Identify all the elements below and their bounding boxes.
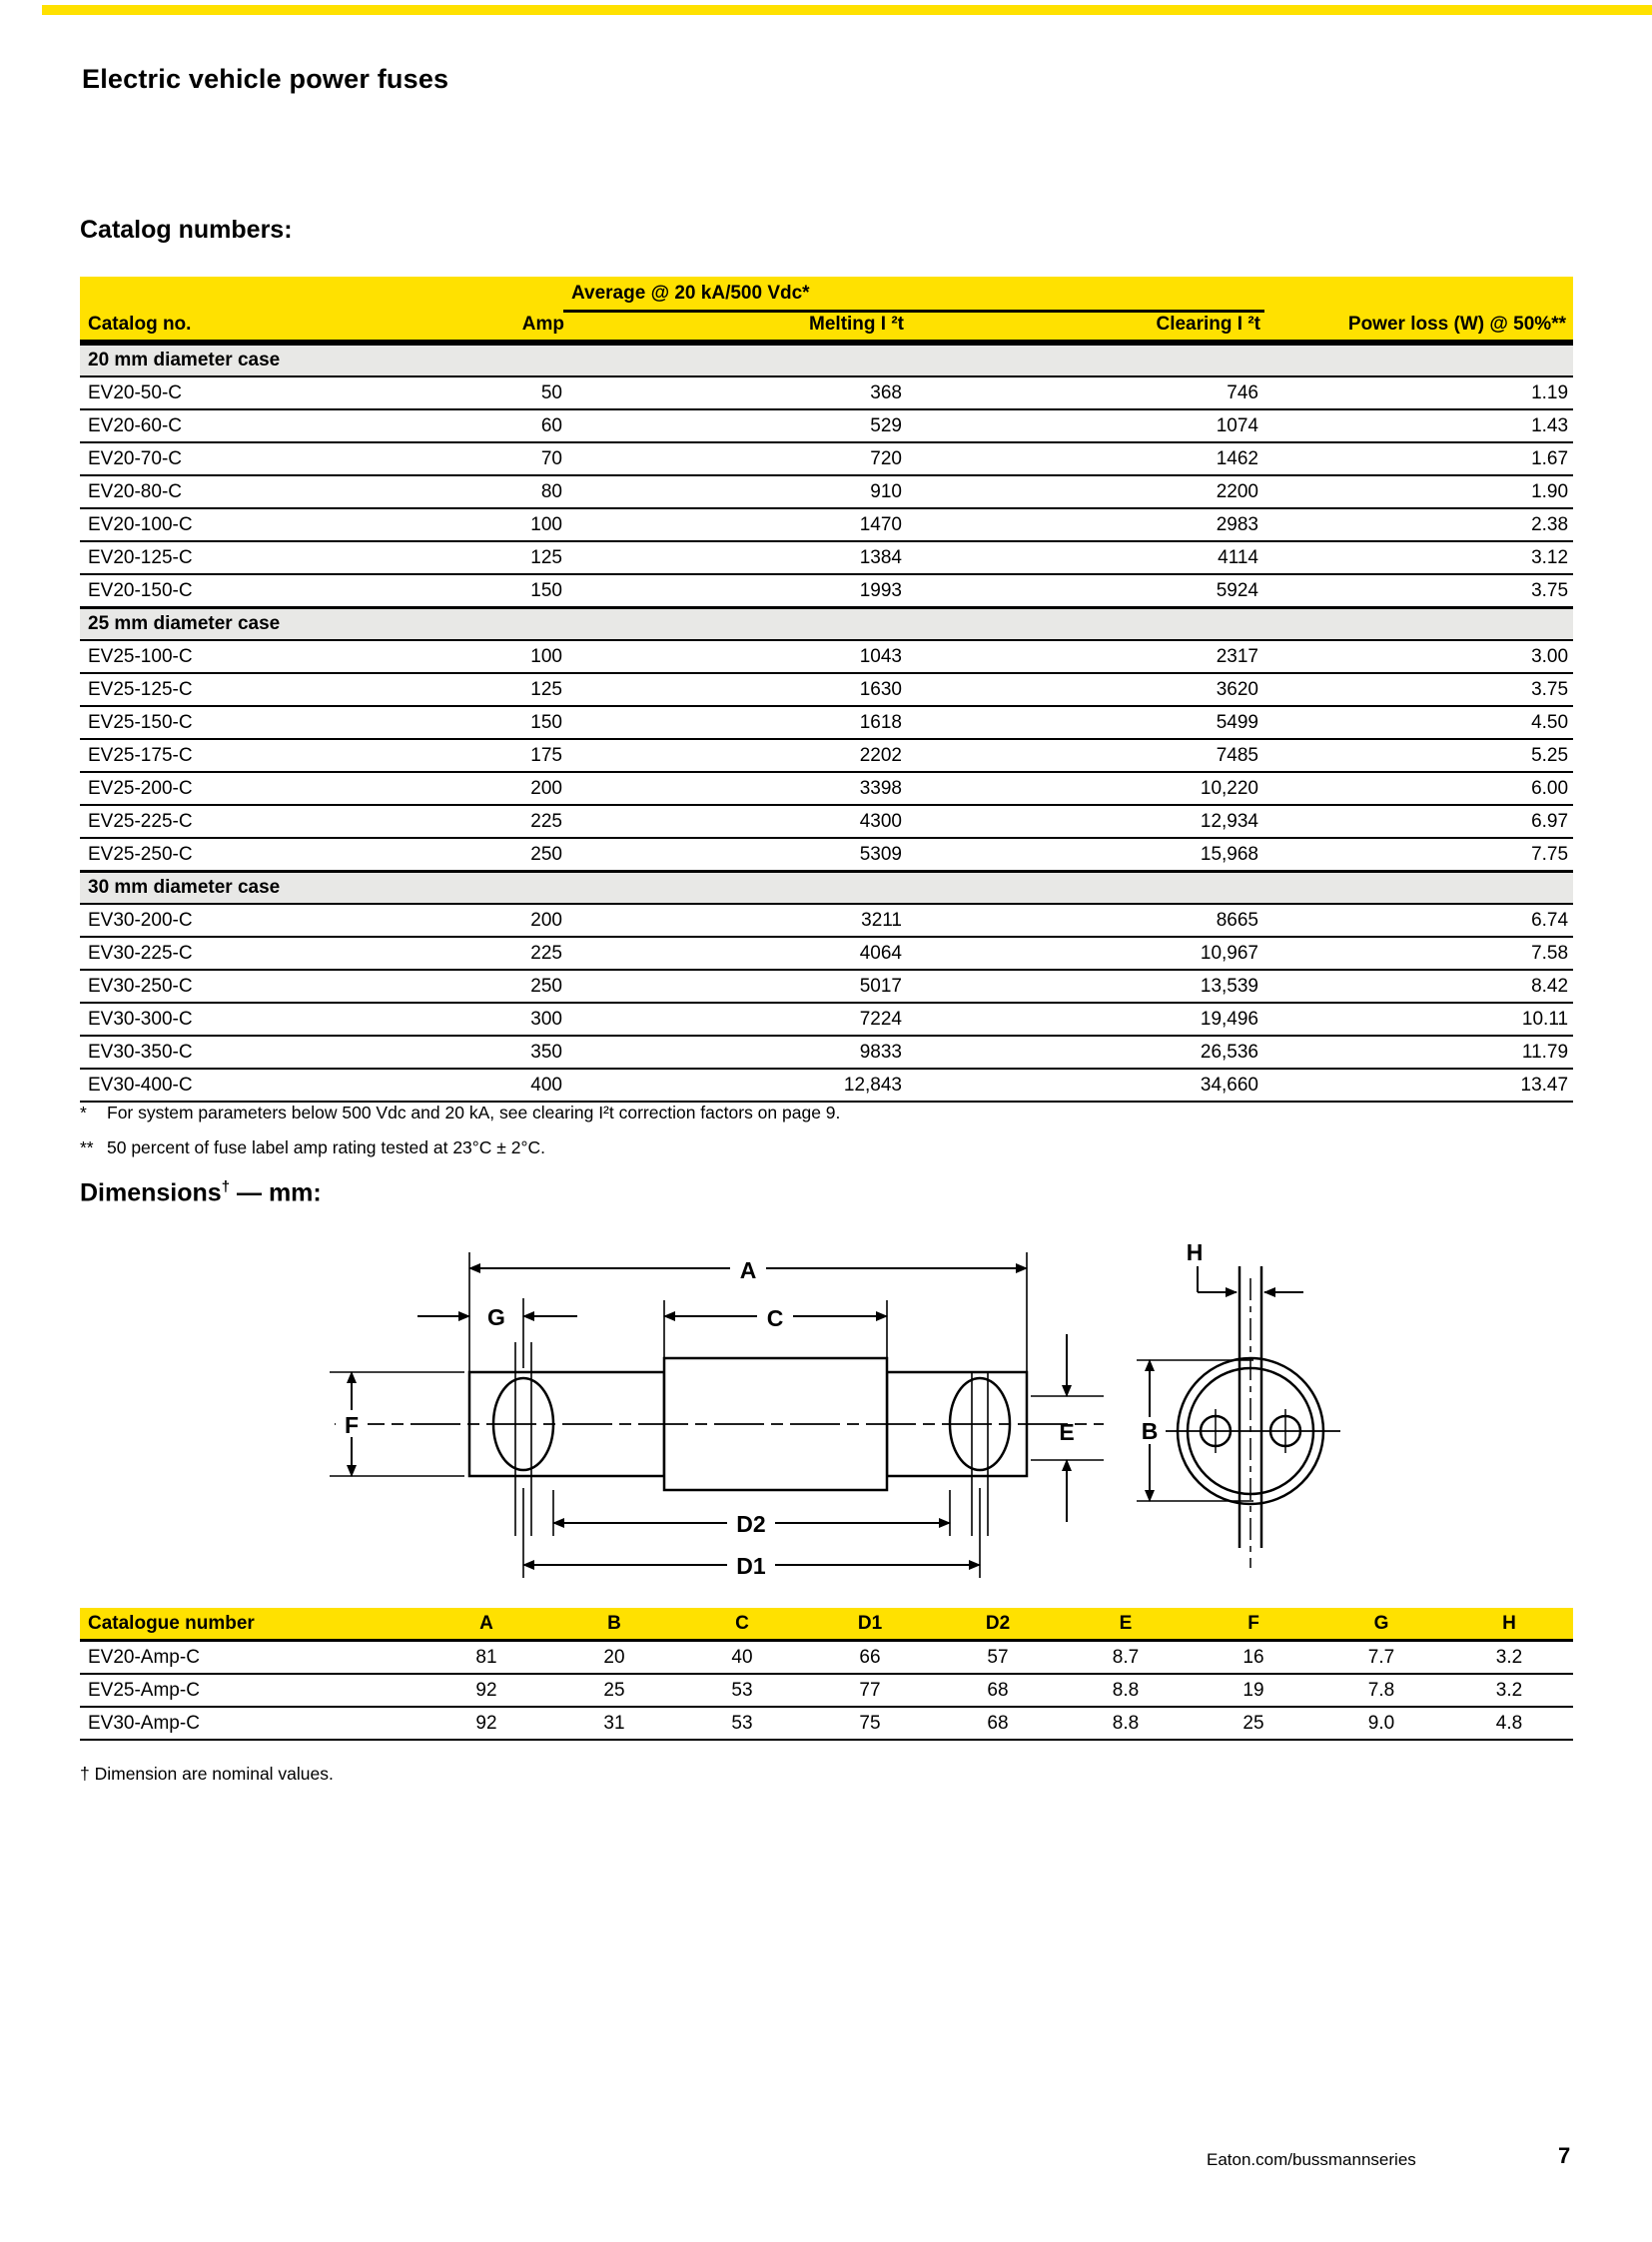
value-cell: 4.50	[1260, 706, 1573, 739]
value-cell: 2.38	[1260, 508, 1573, 541]
dimension-value-cell: 8.7	[1062, 1641, 1190, 1675]
value-cell: 225	[400, 805, 564, 838]
catalog-table	[80, 277, 1573, 1103]
table-row	[80, 1069, 1573, 1102]
dimension-value-cell: 92	[422, 1707, 550, 1740]
table-row	[80, 574, 1573, 608]
dim-col-G: G	[1317, 1608, 1445, 1641]
catalog-no-cell: EV30-300-C	[80, 1003, 400, 1036]
catalog-no-cell: EV20-70-C	[80, 442, 400, 475]
dim-col-H: H	[1445, 1608, 1573, 1641]
value-cell: 60	[400, 409, 564, 442]
value-cell: 125	[400, 541, 564, 574]
value-cell: 1618	[564, 706, 904, 739]
value-cell: 300	[400, 1003, 564, 1036]
table-row	[80, 508, 1573, 541]
value-cell: 8.42	[1260, 970, 1573, 1003]
value-cell: 12,934	[904, 805, 1260, 838]
dimension-value-cell: 53	[678, 1674, 806, 1707]
dim-label-B: B	[1141, 1418, 1159, 1444]
section-label: 25 mm diameter case	[80, 608, 1573, 641]
group-header-underline	[563, 310, 1264, 313]
table-row	[80, 673, 1573, 706]
value-cell: 4300	[564, 805, 904, 838]
value-cell: 720	[564, 442, 904, 475]
dimension-value-cell: 20	[550, 1641, 678, 1675]
value-cell: 1470	[564, 508, 904, 541]
value-cell: 8665	[904, 904, 1260, 937]
column-header-clearing: Clearing I ²t	[1156, 314, 1260, 335]
value-cell: 7.58	[1260, 937, 1573, 970]
section-label: 30 mm diameter case	[80, 872, 1573, 905]
value-cell: 6.00	[1260, 772, 1573, 805]
table-row	[80, 442, 1573, 475]
table-section-header	[80, 608, 1573, 641]
dimension-value-cell: 16	[1190, 1641, 1317, 1675]
value-cell: 1462	[904, 442, 1260, 475]
fuse-dimension-drawing	[0, 1238, 1652, 1598]
value-cell: 2983	[904, 508, 1260, 541]
value-cell: 5017	[564, 970, 904, 1003]
value-cell: 34,660	[904, 1069, 1260, 1102]
dimension-value-cell: 77	[806, 1674, 934, 1707]
dim-col-B: B	[550, 1608, 678, 1641]
value-cell: 6.97	[1260, 805, 1573, 838]
catalog-table-header	[80, 277, 1573, 343]
value-cell: 1.90	[1260, 475, 1573, 508]
catalog-no-cell: EV20-125-C	[80, 541, 400, 574]
column-header-power-loss: Power loss (W) @ 50%**	[1347, 314, 1566, 335]
value-cell: 10.11	[1260, 1003, 1573, 1036]
value-cell: 4064	[564, 937, 904, 970]
catalog-no-cell: EV25-225-C	[80, 805, 400, 838]
catalog-no-cell: EV30-200-C	[80, 904, 400, 937]
value-cell: 100	[400, 508, 564, 541]
value-cell: 3211	[564, 904, 904, 937]
dim-label-G: G	[487, 1304, 505, 1330]
dim-label-E: E	[1059, 1419, 1075, 1445]
catalog-no-cell: EV20-50-C	[80, 376, 400, 409]
catalog-table-body	[80, 345, 1573, 1103]
dimension-value-cell: 25	[1190, 1707, 1317, 1740]
catalog-no-cell: EV25-200-C	[80, 772, 400, 805]
column-header-amp: Amp	[521, 314, 564, 335]
dimension-value-cell: 7.8	[1317, 1674, 1445, 1707]
value-cell: 368	[564, 376, 904, 409]
catalogue-number-cell: EV25-Amp-C	[80, 1674, 422, 1707]
value-cell: 3398	[564, 772, 904, 805]
footnote-marker: **	[80, 1137, 94, 1157]
dimension-value-cell: 66	[806, 1641, 934, 1675]
table-row	[80, 772, 1573, 805]
catalog-no-cell: EV30-400-C	[80, 1069, 400, 1102]
dimensions-footnote: † Dimension are nominal values.	[80, 1764, 334, 1784]
dagger-symbol: †	[221, 1178, 231, 1195]
catalog-no-cell: EV25-100-C	[80, 640, 400, 673]
catalog-no-cell: EV20-150-C	[80, 574, 400, 608]
value-cell: 11.79	[1260, 1036, 1573, 1069]
catalog-no-cell: EV20-80-C	[80, 475, 400, 508]
dimension-value-cell: 8.8	[1062, 1674, 1190, 1707]
value-cell: 1384	[564, 541, 904, 574]
table-row	[80, 838, 1573, 872]
footnote-amp-rating	[80, 1137, 545, 1158]
dimension-value-cell: 92	[422, 1674, 550, 1707]
dimension-value-cell: 4.8	[1445, 1707, 1573, 1740]
value-cell: 1074	[904, 409, 1260, 442]
dim-col-D2: D2	[934, 1608, 1062, 1641]
value-cell: 13.47	[1260, 1069, 1573, 1102]
page-number: 7	[1558, 2143, 1571, 2168]
value-cell: 1.19	[1260, 376, 1573, 409]
value-cell: 50	[400, 376, 564, 409]
catalog-no-cell: EV30-225-C	[80, 937, 400, 970]
dim-col-A: A	[422, 1608, 550, 1641]
value-cell: 6.74	[1260, 904, 1573, 937]
dim-col-C: C	[678, 1608, 806, 1641]
dimensions-heading: Dimensions† — mm:	[80, 1178, 322, 1207]
table-row	[80, 1036, 1573, 1069]
table-row	[80, 937, 1573, 970]
section-label: 20 mm diameter case	[80, 345, 1573, 377]
value-cell: 3620	[904, 673, 1260, 706]
value-cell: 400	[400, 1069, 564, 1102]
dimensions-table	[80, 1608, 1573, 1741]
value-cell: 529	[564, 409, 904, 442]
dimension-value-cell: 68	[934, 1707, 1062, 1740]
catalogue-number-cell: EV20-Amp-C	[80, 1641, 422, 1675]
value-cell: 4114	[904, 541, 1260, 574]
value-cell: 350	[400, 1036, 564, 1069]
dim-label-C: C	[766, 1305, 784, 1331]
value-cell: 150	[400, 574, 564, 608]
group-header-label: Average @ 20 kA/500 Vdc*	[571, 283, 810, 304]
footnote-marker: *	[80, 1103, 87, 1122]
dimensions-header-row	[80, 1608, 1573, 1641]
dimension-value-cell: 3.2	[1445, 1674, 1573, 1707]
footer-url: Eaton.com/bussmannseries	[1207, 2150, 1416, 2169]
footnote-text: For system parameters below 500 Vdc and 20 kA, see clearing I²t correction factors on page 9.	[107, 1103, 841, 1122]
dimension-value-cell: 68	[934, 1674, 1062, 1707]
dimension-value-cell: 19	[1190, 1674, 1317, 1707]
dimension-value-cell: 40	[678, 1641, 806, 1675]
dimensions-table-body	[80, 1641, 1573, 1741]
table-row	[80, 970, 1573, 1003]
catalog-no-cell: EV25-150-C	[80, 706, 400, 739]
value-cell: 1993	[564, 574, 904, 608]
value-cell: 175	[400, 739, 564, 772]
dimension-value-cell: 3.2	[1445, 1641, 1573, 1675]
value-cell: 3.75	[1260, 574, 1573, 608]
catalog-no-cell: EV30-350-C	[80, 1036, 400, 1069]
table-row	[80, 1674, 1573, 1707]
value-cell: 3.00	[1260, 640, 1573, 673]
value-cell: 250	[400, 970, 564, 1003]
dim-col-E: E	[1062, 1608, 1190, 1641]
value-cell: 12,843	[564, 1069, 904, 1102]
dimension-value-cell: 9.0	[1317, 1707, 1445, 1740]
value-cell: 200	[400, 904, 564, 937]
value-cell: 225	[400, 937, 564, 970]
dimension-value-cell: 8.8	[1062, 1707, 1190, 1740]
catalog-no-cell: EV20-60-C	[80, 409, 400, 442]
table-row	[80, 1003, 1573, 1036]
value-cell: 19,496	[904, 1003, 1260, 1036]
value-cell: 7.75	[1260, 838, 1573, 872]
footnote-text: 50 percent of fuse label amp rating tested at 23°C ± 2°C.	[107, 1137, 545, 1157]
catalog-no-cell: EV25-175-C	[80, 739, 400, 772]
value-cell: 2202	[564, 739, 904, 772]
value-cell: 5309	[564, 838, 904, 872]
value-cell: 1.67	[1260, 442, 1573, 475]
dim-col-catalogue-number: Catalogue number	[80, 1608, 422, 1641]
value-cell: 10,220	[904, 772, 1260, 805]
value-cell: 150	[400, 706, 564, 739]
top-accent-bar	[42, 5, 1652, 15]
value-cell: 9833	[564, 1036, 904, 1069]
value-cell: 10,967	[904, 937, 1260, 970]
dim-label-D2: D2	[736, 1511, 766, 1537]
value-cell: 26,536	[904, 1036, 1260, 1069]
value-cell: 70	[400, 442, 564, 475]
catalog-numbers-heading: Catalog numbers:	[80, 216, 293, 244]
catalogue-number-cell: EV30-Amp-C	[80, 1707, 422, 1740]
value-cell: 5924	[904, 574, 1260, 608]
value-cell: 2317	[904, 640, 1260, 673]
value-cell: 15,968	[904, 838, 1260, 872]
catalog-no-cell: EV30-250-C	[80, 970, 400, 1003]
value-cell: 746	[904, 376, 1260, 409]
table-row	[80, 541, 1573, 574]
value-cell: 1.43	[1260, 409, 1573, 442]
table-row	[80, 805, 1573, 838]
value-cell: 125	[400, 673, 564, 706]
table-section-header	[80, 345, 1573, 377]
value-cell: 3.75	[1260, 673, 1573, 706]
dimension-value-cell: 25	[550, 1674, 678, 1707]
table-row	[80, 1707, 1573, 1740]
footnote-clearing-correction	[80, 1103, 840, 1123]
dimension-value-cell: 75	[806, 1707, 934, 1740]
dim-label-F: F	[344, 1412, 360, 1438]
value-cell: 910	[564, 475, 904, 508]
table-row	[80, 739, 1573, 772]
catalog-no-cell: EV25-250-C	[80, 838, 400, 872]
column-header-catalog-no: Catalog no.	[88, 314, 192, 335]
dimension-value-cell: 7.7	[1317, 1641, 1445, 1675]
value-cell: 13,539	[904, 970, 1260, 1003]
value-cell: 7224	[564, 1003, 904, 1036]
dim-label-H: H	[1186, 1239, 1204, 1265]
table-section-header	[80, 872, 1573, 905]
value-cell: 80	[400, 475, 564, 508]
column-header-melting: Melting I ²t	[809, 314, 904, 335]
value-cell: 100	[400, 640, 564, 673]
dim-label-A: A	[739, 1257, 757, 1283]
dim-label-D1: D1	[736, 1553, 766, 1579]
value-cell: 5499	[904, 706, 1260, 739]
catalog-no-cell: EV20-100-C	[80, 508, 400, 541]
value-cell: 1043	[564, 640, 904, 673]
value-cell: 250	[400, 838, 564, 872]
table-row	[80, 904, 1573, 937]
dimension-value-cell: 31	[550, 1707, 678, 1740]
table-row	[80, 409, 1573, 442]
dimensions-table-grid	[80, 1608, 1573, 1741]
dimension-value-cell: 81	[422, 1641, 550, 1675]
value-cell: 5.25	[1260, 739, 1573, 772]
dimension-value-cell: 57	[934, 1641, 1062, 1675]
table-row	[80, 706, 1573, 739]
value-cell: 3.12	[1260, 541, 1573, 574]
value-cell: 200	[400, 772, 564, 805]
table-row	[80, 1641, 1573, 1675]
dim-col-D1: D1	[806, 1608, 934, 1641]
dim-col-F: F	[1190, 1608, 1317, 1641]
table-row	[80, 376, 1573, 409]
value-cell: 2200	[904, 475, 1260, 508]
catalog-table-grid	[80, 343, 1573, 1103]
catalog-no-cell: EV25-125-C	[80, 673, 400, 706]
table-row	[80, 640, 1573, 673]
value-cell: 7485	[904, 739, 1260, 772]
dimension-value-cell: 53	[678, 1707, 806, 1740]
page-title: Electric vehicle power fuses	[82, 64, 449, 94]
value-cell: 1630	[564, 673, 904, 706]
table-row	[80, 475, 1573, 508]
